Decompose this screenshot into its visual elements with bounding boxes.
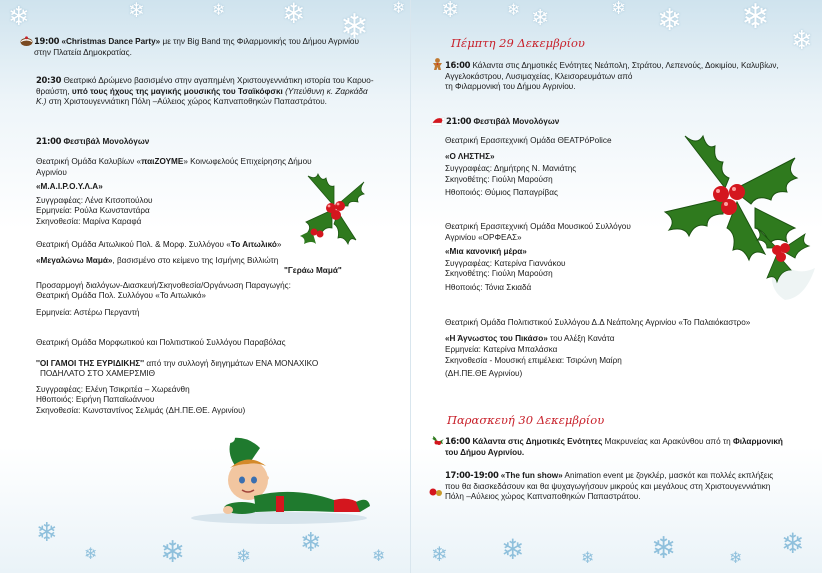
play-title: «Μ.Α.Ι.Ρ.Ο.Υ.Λ.Α» — [36, 182, 103, 192]
group-name-bold: παιΖΟΥΜΕ — [141, 157, 184, 166]
right-monologue-3 — [445, 318, 815, 380]
left-event-nutcracker — [36, 75, 406, 108]
day-heading-friday: Παρασκευή 30 Δεκεμβρίου — [447, 413, 605, 427]
play-title: «Ο ΛΗΣΤΗΣ» — [445, 151, 495, 161]
left-monologue-2 — [36, 240, 366, 319]
snowflake-icon: ❄ — [581, 548, 595, 567]
ornament-icon — [429, 486, 443, 498]
right-monologue-2 — [445, 222, 685, 294]
right-event-carols-29 — [431, 58, 816, 93]
event-highlight: Φιλαρμονική — [730, 437, 783, 446]
event-location: στην Πλατεία Δημοκρατίας. — [34, 47, 132, 57]
group-name: Θεατρική Ομάδα Πολιτιστικού Συλλόγου Δ.Δ Νεάπολης Αγρινίου «Το Παλαιόκαστρο» — [445, 318, 751, 327]
play-title: «Μεγαλώνω Μαμά» — [36, 255, 113, 265]
event-text: με την Big Band της Φιλαρμονικής του Δήμου Αγρινίου — [160, 37, 359, 46]
event-title: Κάλαντα στις Δημοτικές Ενότητες — [470, 437, 603, 446]
group-name: Θεατρική Ομάδα Αιτωλικού Πολ. & Μορφ. Συλλόγου « — [36, 240, 231, 249]
play-note: από την συλλογή διηγημάτων ΕΝΑ ΜΟΝΑΧΙΚΟ — [144, 358, 319, 368]
event-note: (Υπεύθυνη κ. Ζαρκάδα — [282, 86, 368, 96]
left-monologue-1 — [36, 157, 336, 228]
santa-hat-icon — [431, 116, 445, 126]
event-time: 16:00 — [445, 436, 471, 446]
snowflake-icon: ❄ — [282, 0, 306, 30]
snowflake-icon: ❄ — [657, 3, 683, 38]
event-text: Θεατρικό Δρώμενο βασισμένο στην αγαπημένη Χριστουγεννιάτικη ιστορία του Καρυο- — [61, 76, 374, 85]
event-text: Μακρυνείας και Αρακύνθου από τη — [602, 437, 731, 446]
event-time: 17:00-19:00 — [445, 470, 499, 480]
snowflake-icon: ❄ — [501, 533, 525, 566]
right-event-fun-show — [445, 470, 817, 503]
performer: Ερμηνεία: Κατερίνα Μπαλάσκα — [445, 345, 558, 355]
gingerbread-man-icon — [431, 58, 444, 70]
performer: Ερμηνεία: Αστέρω Περγαντή — [36, 307, 140, 317]
right-monologue-1 — [445, 136, 685, 199]
group-name: » Κοινωφελούς Επιχείρησης Δήμου Αγρινίου — [36, 157, 312, 177]
performer: Ερμηνεία: Ρούλα Κωνσταντάρα — [36, 206, 150, 216]
group-name: Θεατρική Ερασιτεχνική Ομάδα ΘΕΑΤΡόPolice — [445, 136, 612, 145]
director: Σκηνοθέτης: Γιούλη Μαρούση — [445, 269, 553, 279]
play-author: του Αλέξη Κανάτα — [547, 333, 615, 343]
event-location: Πόλη –Αύλειος χώρος Καπναποθηκών Παπαστράτου. — [445, 492, 641, 502]
snowflake-icon: ❄ — [340, 7, 369, 47]
event-text: Κάλαντα στις Δημοτικές Ενότητες Νεάπολη, Στράτου, Λεπενούς, Δοκιμίου, Καλυβίων, — [470, 61, 779, 70]
snowflake-icon: ❄ — [36, 518, 58, 548]
play-title: ''ΟΙ ΓΑΜΟΙ ΤΗΣ ΕΥΡΙΔΙΚΗΣ'' — [36, 358, 145, 368]
group-name: » — [276, 240, 282, 249]
snowflake-icon: ❄ — [212, 0, 226, 19]
snowflake-icon: ❄ — [300, 528, 322, 558]
event-text: που θα διασκεδάσουν και θα ψυχαγωγήσουν μικρούς και μεγάλους στη Χριστουγεννιάτικη — [445, 481, 771, 491]
right-event-carols-30 — [431, 436, 816, 458]
left-event-dance-party — [20, 36, 359, 58]
writer: Συγγραφέας: Ελένη Τσικριτέα – Χωρεάνθη — [36, 384, 190, 394]
play-note: , βασισμένο στο κείμενο της Ισμήνης Βιλλιώτη — [112, 255, 279, 265]
event-time: 20:30 — [36, 75, 62, 85]
actor: Ηθοποιός: Ειρήνη Παπαϊωάννου — [36, 395, 155, 405]
writer: Συγγραφέας: Δημήτρης Ν. Μανιάτης — [445, 164, 577, 174]
snowflake-icon: ❄ — [128, 0, 145, 22]
director: Σκηνοθεσία: Μαρίνα Καραφά — [36, 216, 142, 226]
play-source: "Γεράω Μαμά" — [284, 266, 342, 276]
event-title: Φεστιβάλ Μονολόγων — [61, 137, 150, 146]
play-title: «Μια κανονική μέρα» — [445, 247, 527, 257]
writer: Συγγραφέας: Λένα Κιτσοπούλου — [36, 195, 153, 205]
right-event-monologue-festival — [431, 116, 559, 128]
writer: Συγγραφέας: Κατερίνα Γιαννάκου — [445, 258, 566, 268]
snowflake-icon: ❄ — [651, 531, 677, 566]
christmas-pudding-icon — [20, 36, 33, 46]
event-time: 21:00 — [36, 136, 62, 146]
elf-illustration — [184, 426, 374, 526]
director: Σκηνοθέτης: Γιούλη Μαρούση — [445, 174, 553, 184]
event-time: 19:00 — [34, 36, 60, 46]
actor: Ηθοποιός: Τόνια Σκιαδά — [445, 282, 532, 292]
snowflake-icon: ❄ — [781, 527, 805, 560]
snowflake-icon: ❄ — [392, 0, 406, 17]
event-text: Animation event με ζογκλέρ, μασκότ και πολλές εκπλήξεις — [562, 471, 774, 480]
group-name: Θεατρική Ομάδα Μορφωτικού και Πολιτιστικού Συλλόγου Παραβόλας — [36, 338, 286, 347]
left-monologue-3 — [36, 338, 396, 417]
holly-sprig-icon — [431, 436, 444, 446]
event-time: 16:00 — [445, 60, 471, 70]
day-heading-thursday: Πέμπτη 29 Δεκεμβρίου — [451, 36, 585, 50]
event-text: θραύστη, — [36, 86, 72, 96]
snowflake-icon: ❄ — [611, 0, 627, 19]
snowflake-icon: ❄ — [441, 0, 460, 23]
event-location: στη Χριστουγεννιάτικη Πόλη –Αύλειος χώρος Καπναποθηκών Παπαστράτου. — [46, 97, 327, 107]
organization: (ΔΗ.ΠΕ.ΘΕ Αγρινίου) — [445, 369, 523, 379]
snowflake-icon: ❄ — [160, 535, 186, 570]
snowflake-icon: ❄ — [8, 2, 30, 32]
group-name: Θεατρική Ομάδα Καλυβίων « — [36, 157, 142, 166]
event-highlight: του Δήμου Αγρινίου. — [445, 447, 525, 457]
adaptation-group: Θεατρική Ομάδα Πολ. Συλλόγου «Το Αιτωλικό» — [36, 291, 206, 301]
director: Σκηνοθεσία: Κωνσταντίνος Σελιμάς (ΔΗ.ΠΕ.ΘΕ. Αγρινίου) — [36, 405, 246, 415]
snowflake-icon: ❄ — [431, 542, 448, 566]
adaptation-credit: Προσαρμογή διαλόγων-Διασκευή/Σκηνοθεσία/Οργάνωση Παραγωγής: — [36, 280, 291, 290]
event-highlight: υπό τους ήχους της μαγικής μουσικής του Τσαϊκόφσκι — [71, 86, 283, 96]
snowflake-icon: ❄ — [741, 0, 770, 37]
director: Σκηνοθεσία - Μουσική επιμέλεια: Τσιρώνη Μαίρη — [445, 355, 622, 365]
group-name: Αγρινίου «ΟΡΦΕΑΣ» — [445, 232, 522, 242]
event-note: Κ.) — [36, 97, 47, 107]
play-source: ΠΟΔΗΛΑΤΟ ΣΤΟ ΧΑΜΕΡΣΜΙΘ — [40, 369, 156, 379]
event-title: «The fun show» — [498, 471, 563, 480]
event-title: «Christmas Dance Party» — [61, 37, 161, 46]
snowflake-icon: ❄ — [791, 26, 813, 56]
group-name: Θεατρική Ερασιτεχνική Ομάδα Μουσικού Συλλόγου — [445, 222, 631, 231]
snowflake-icon: ❄ — [372, 546, 386, 565]
snowflake-icon: ❄ — [84, 544, 98, 563]
event-time: 21:00 — [446, 116, 472, 126]
snowflake-icon: ❄ — [729, 548, 743, 567]
snowflake-icon: ❄ — [507, 0, 521, 19]
group-name-bold: Το Αιτωλικό — [230, 240, 277, 249]
holly-icon — [298, 166, 370, 248]
event-text: τη Φιλαρμονική του Δήμου Αγρινίου. — [445, 82, 576, 92]
snowflake-icon: ❄ — [236, 546, 252, 567]
actor: Ηθοποιός: Θύμιος Παπαγρίβας — [445, 188, 558, 198]
right-page — [411, 0, 822, 573]
event-text: Αγγελοκάστρου, Λυσιμαχείας, Κλεισορευμάτων από — [445, 71, 633, 81]
left-event-monologue-festival — [36, 136, 149, 148]
snowflake-icon: ❄ — [531, 6, 550, 31]
event-title: Φεστιβάλ Μονολόγων — [471, 117, 560, 126]
play-title: «Η Άγνωστος του Πικάσο» — [445, 333, 548, 343]
